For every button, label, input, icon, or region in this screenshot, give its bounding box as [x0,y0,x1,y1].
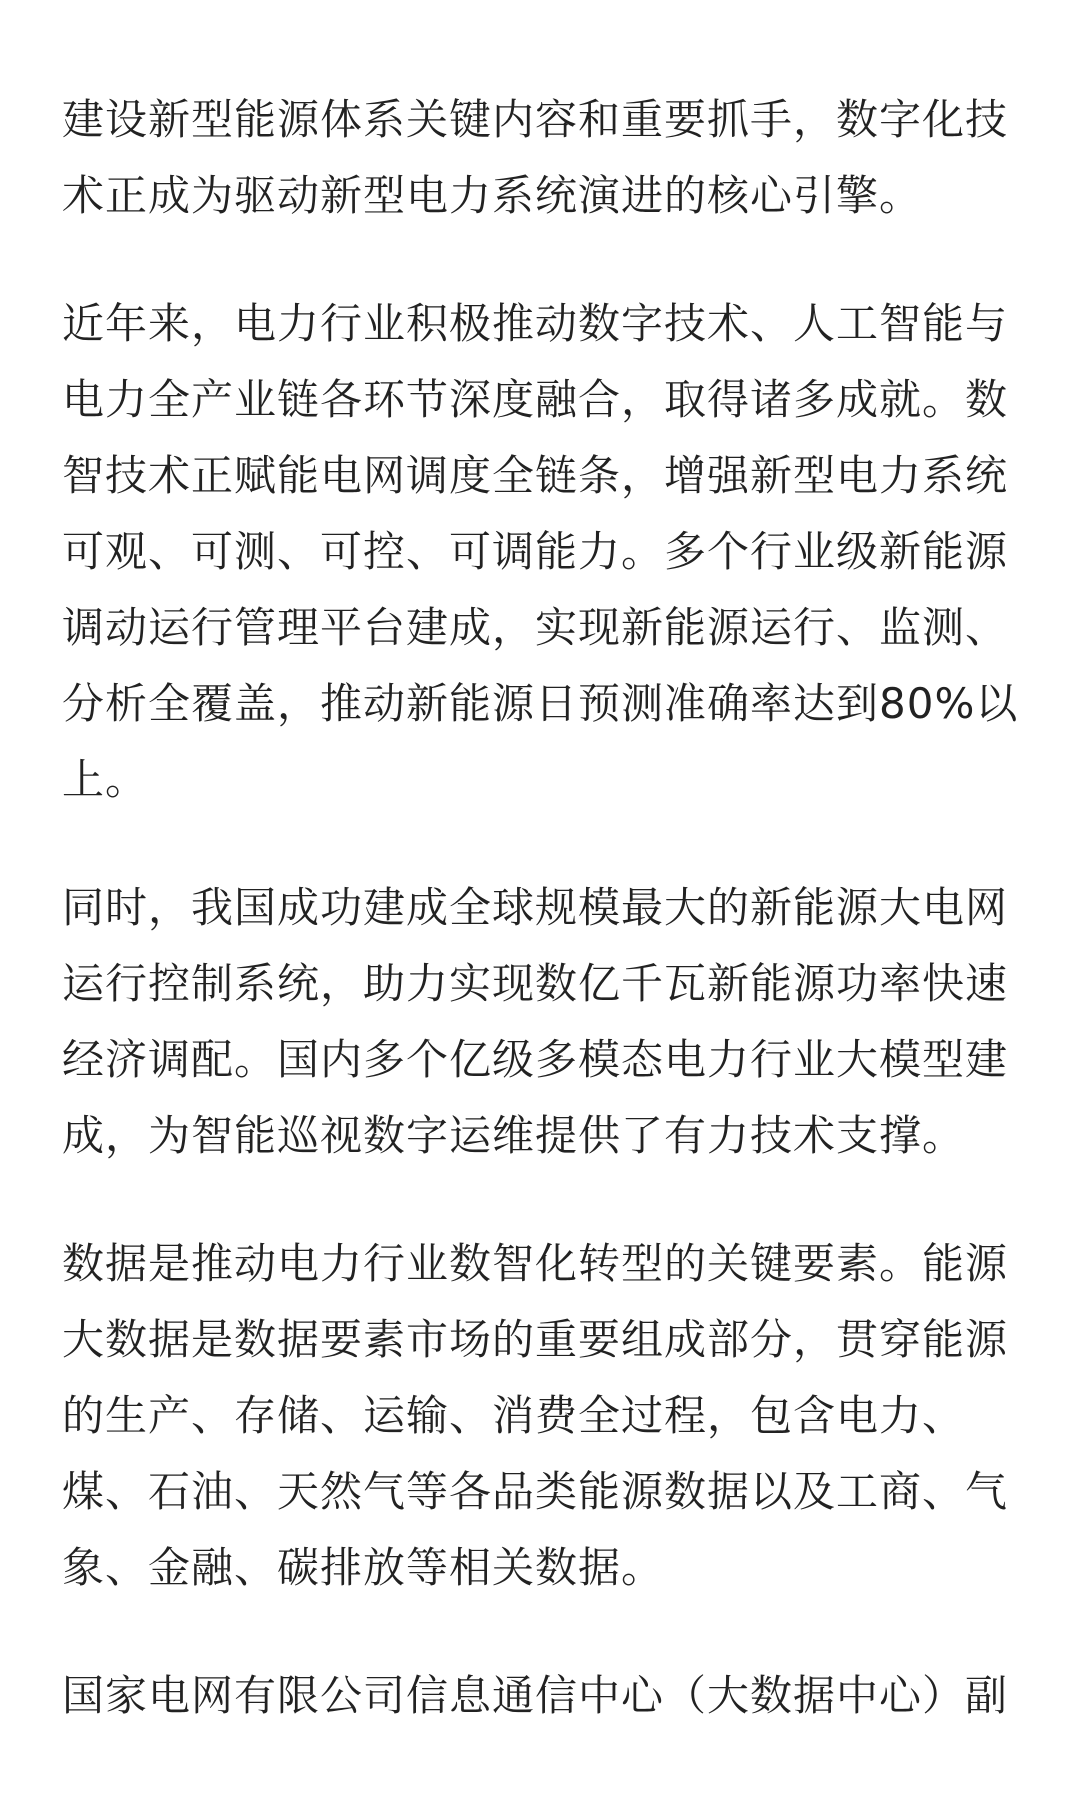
article-paragraph-4: 数据是推动电力行业数智化转型的关键要素。能源 大数据是数据要素市场的重要组成部分，贯穿能源 的生产、存储、运输、消费全过程，包含电力、 煤、石油、天然气等各品类能源数据以及工商、气 象、金融、碳排放等相关数据。 [62,1239,1009,1592]
article-paragraph-2: 近年来，电力行业积极推动数字技术、人工智能与 电力全产业链各环节深度融合，取得诸多成就。数 智技术正赋能电网调度全链条，增强新型电力系统 可观、可测、可控、可调能力。多个行业级新能源 调动运行管理平台建成，实现新能源运行、监测、 分析全覆盖，推动新能源日预测准确率达到80%以 上。 [62,299,1019,804]
article-paragraph-1: 建设新型能源体系关键内容和重要抓手，数字化技 术正成为驱动新型电力系统演进的核心引擎。 [62,95,1009,220]
article-body [62,82,1022,1734]
article-paragraph-5: 国家电网有限公司信息通信中心（大数据中心）副 [62,1671,1009,1720]
article-paragraph-3: 同时，我国成功建成全球规模最大的新能源大电网 运行控制系统，助力实现数亿千瓦新能源功率快速 经济调配。国内多个亿级多模态电力行业大模型建 成，为智能巡视数字运维提供了有力技术支撑。 [62,883,1009,1160]
